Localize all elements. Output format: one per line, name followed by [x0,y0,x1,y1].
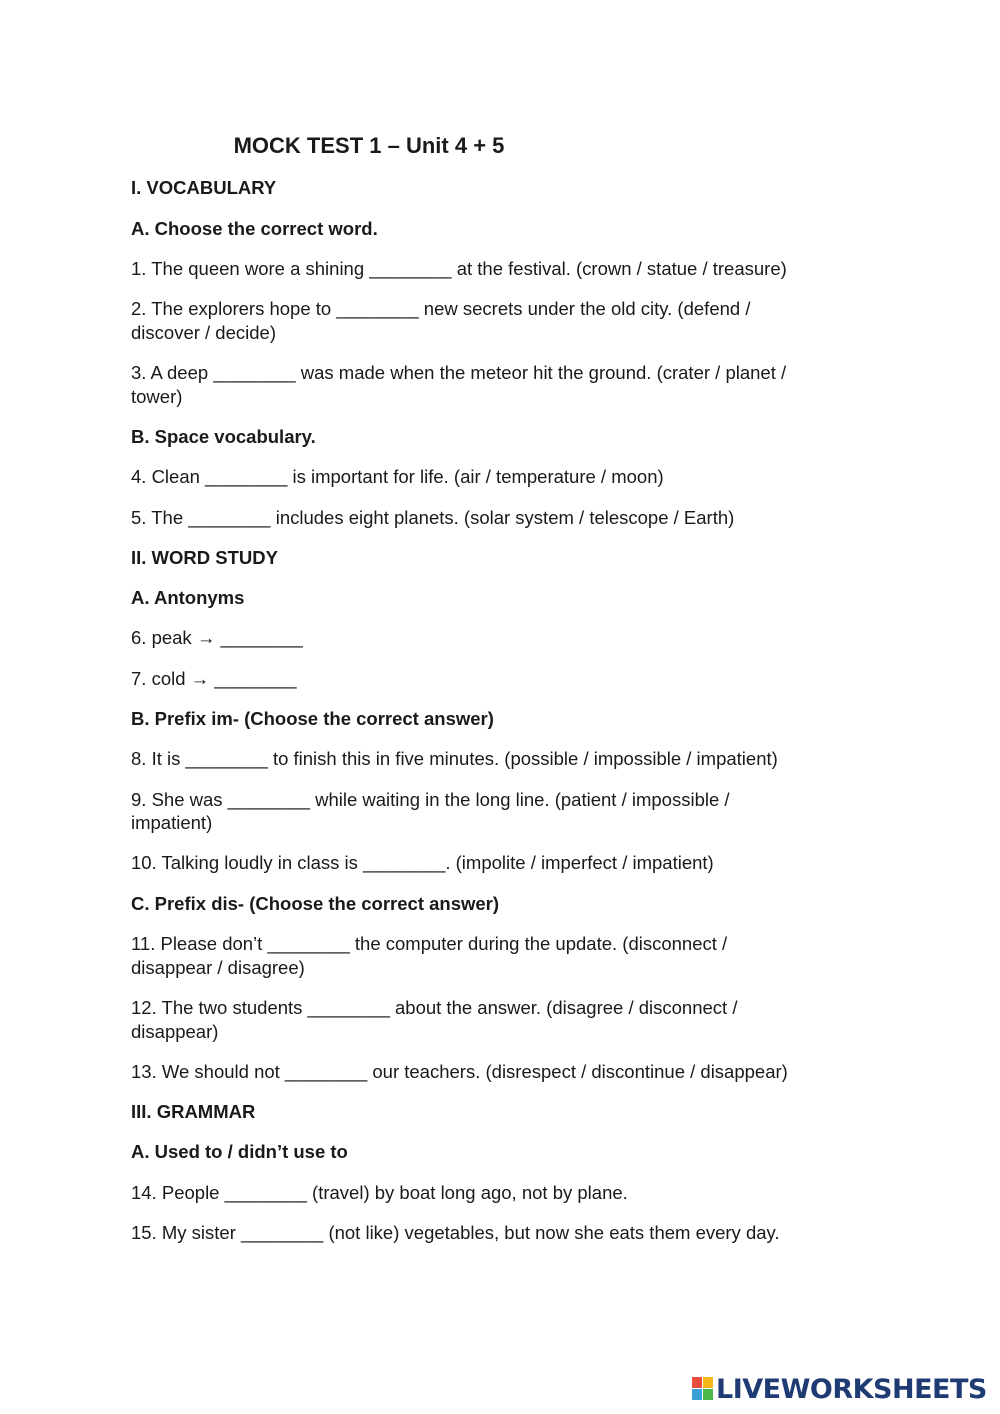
question-5: 5. The ________ includes eight planets. (solar system / telescope / Earth) [131,507,735,528]
subsection-heading: C. Prefix dis- (Choose the correct answer) [131,893,500,914]
question-12-cont: disappear) [131,1021,219,1042]
subsection-heading: B. Space vocabulary. [131,426,316,447]
page-title: MOCK TEST 1 – Unit 4 + 5 [233,133,505,158]
question-6: 6. peak → ________ [131,627,303,648]
question-3-cont: tower) [131,386,183,407]
question-8: 8. It is ________ to finish this in five minutes. (possible / impossible / impatient) [131,748,778,769]
subsection-heading: A. Used to / didn’t use to [131,1141,348,1162]
question-10: 10. Talking loudly in class is ________. (impolite / imperfect / impatient) [131,852,714,873]
question-9: 9. She was ________ while waiting in the long line. (patient / impossible / [131,789,730,810]
liveworksheets-logo-icon [692,1377,714,1401]
question-15: 15. My sister ________ (not like) vegetables, but now she eats them every day. [131,1222,780,1243]
question-13: 13. We should not ________ our teachers. (disrespect / discontinue / disappear) [131,1061,788,1082]
question-2-cont: discover / decide) [131,322,276,343]
question-9-cont: impatient) [131,812,213,833]
liveworksheets-logo [692,1373,987,1405]
question-1: 1. The queen wore a shining ________ at the festival. (crown / statue / treasure) [131,258,787,279]
subsection-heading: A. Choose the correct word. [131,218,378,239]
section-heading: III. GRAMMAR [131,1101,256,1122]
question-11-cont: disappear / disagree) [131,957,305,978]
question-11: 11. Please don’t ________ the computer during the update. (disconnect / [131,933,728,954]
section-heading: I. VOCABULARY [131,177,277,198]
question-3: 3. A deep ________ was made when the meteor hit the ground. (crater / planet / [131,362,787,383]
subsection-heading: A. Antonyms [131,587,245,608]
question-7: 7. cold → ________ [131,668,297,689]
question-2: 2. The explorers hope to ________ new secrets under the old city. (defend / [131,298,751,319]
question-14: 14. People ________ (travel) by boat long ago, not by plane. [131,1182,628,1203]
question-4: 4. Clean ________ is important for life. (air / temperature / moon) [131,466,664,487]
question-12: 12. The two students ________ about the answer. (disagree / disconnect / [131,997,738,1018]
subsection-heading: B. Prefix im- (Choose the correct answer) [131,708,494,729]
logo-text: LIVEWORKSHEETS [716,1373,987,1405]
section-heading: II. WORD STUDY [131,547,278,568]
